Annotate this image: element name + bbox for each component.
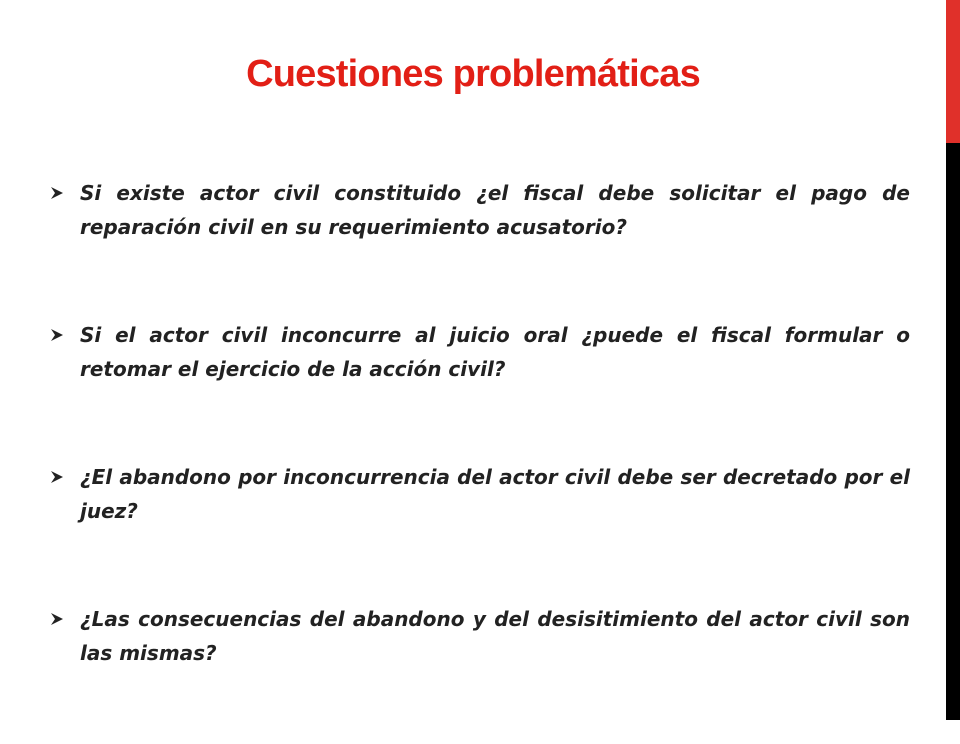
arrow-right-icon [50, 470, 64, 484]
bullet-text: Si existe actor civil constituido ¿el fiscal debe solicitar el pago de reparación civil en su requerimiento acusatorio? [80, 181, 910, 239]
arrow-right-icon [50, 612, 64, 626]
side-accent-bar-red [946, 0, 960, 143]
bullet-list [50, 176, 910, 744]
bullet-text: ¿El abandono por inconcurrencia del actor civil debe ser decretado por el juez? [80, 465, 910, 523]
arrow-right-icon [50, 328, 64, 342]
slide-title: Cuestiones problemáticas [246, 53, 700, 95]
bullet-item [50, 176, 910, 318]
bullet-item [50, 460, 910, 602]
bullet-item [50, 318, 910, 460]
bullet-text: ¿Las consecuencias del abandono y del desisitimiento del actor civil son las mismas? [80, 607, 910, 665]
arrow-right-icon [50, 186, 64, 200]
bullet-text: Si el actor civil inconcurre al juicio oral ¿puede el fiscal formular o retomar el ejercicio de la acción civil? [80, 323, 910, 381]
bullet-item [50, 602, 910, 744]
side-accent-bar-black [946, 143, 960, 720]
